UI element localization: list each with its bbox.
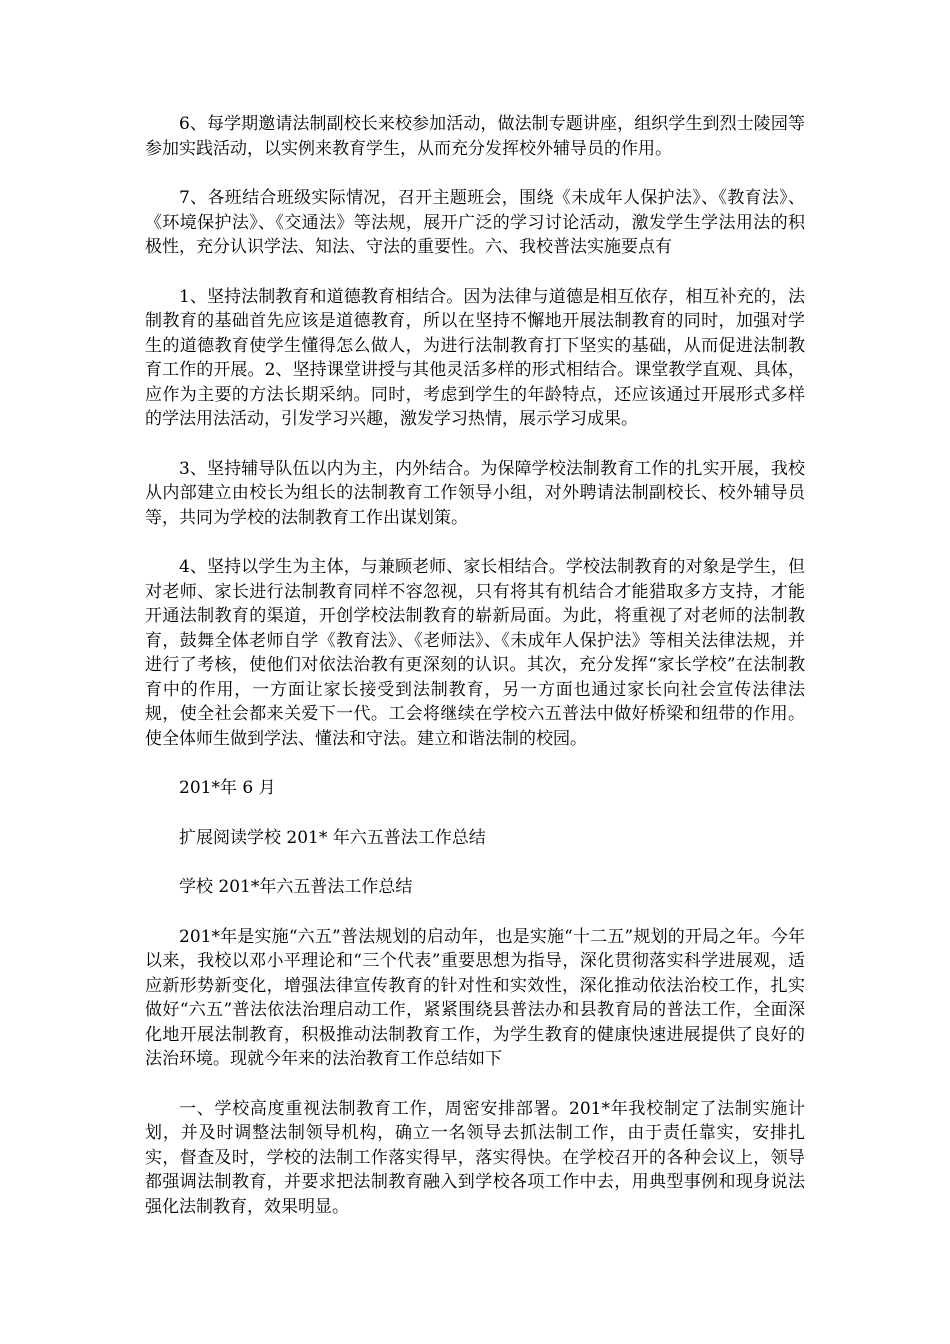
summary-title: 学校 201*年六五普法工作总结	[179, 877, 413, 897]
paragraph-point-3: 3、坚持辅导队伍以内为主，内外结合。为保障学校法制教育工作的扎实开展，我校从内部建立由校长为组长的法制教育工作领导小组，对外聘请法制副校长、校外辅导员等，共同为学校的法制教育工作出谋划策。	[145, 458, 805, 528]
paragraph-section-one: 一、学校高度重视法制教育工作，周密安排部署。201*年我校制定了法制实施计划，并及时调整法制领导机构，确立一名领导去抓法制工作，由于责任靠实，安排扎实，督查及时，学校的法制工作落实得早，落实得快。在学校召开的各种会议上，领导都强调法制教育，并要求把法制教育融入到学校各项工作中去，用典型事例和现身说法强化法制教育，效果明显。	[145, 1098, 805, 1217]
paragraph-item-6: 6、每学期邀请法制副校长来校参加活动，做法制专题讲座，组织学生到烈士陵园等参加实践活动，以实例来教育学生，从而充分发挥校外辅导员的作用。	[145, 114, 805, 159]
paragraph-item-7: 7、各班结合班级实际情况，召开主题班会，围绕《未成年人保护法》、《教育法》、《环境保护法》、《交通法》等法规，展开广泛的学习讨论活动，激发学生学法用法的积极性，充分认识学法、知法、守法的重要性。六、我校普法实施要点有	[145, 188, 805, 257]
paragraph-point-1-2: 1、坚持法制教育和道德教育相结合。因为法律与道德是相互依存，相互补充的，法制教育的基础首先应该是道德教育，所以在坚持不懈地开展法制教育的同时，加强对学生的道德教育使学生懂得怎么做人，为进行法制教育打下坚实的基础，从而促进法制教育工作的开展。2、坚持课堂讲授与其他灵活多样的形式相结合。课堂教学直观、具体，应作为主要的方法长期采纳。同时，考虑到学生的年龄特点，还应该通过开展形式多样的学法用法活动，引发学习兴趣，激发学习热情，展示学习成果。	[145, 286, 805, 429]
paragraph-point-4: 4、坚持以学生为主体，与兼顾老师、家长相结合。学校法制教育的对象是学生，但对老师、家长进行法制教育同样不容忽视，只有将其有机结合才能猎取多方支持，才能开通法制教育的渠道，开创学校法制教育的崭新局面。为此，将重视了对老师的法制教育，鼓舞全体老师自学《教育法》、《老师法》、《未成年人保护法》等相关法律法规，并进行了考核，使他们对依法治教有更深刻的认识。其次，充分发挥“家长学校”在法制教育中的作用，一方面让家长接受到法制教育，另一方面也通过家长向社会宣传法律法规，使全社会都来关爱下一代。工会将继续在学校六五普法中做好桥梁和纽带的作用。使全体师生做到学法、懂法和守法。建立和谐法制的校园。	[145, 557, 805, 749]
document-body	[145, 112, 805, 1244]
document-date: 201*年 6 月	[179, 778, 276, 798]
extended-reading-heading: 扩展阅读学校 201* 年六五普法工作总结	[179, 827, 486, 848]
paragraph-intro: 201*年是实施“六五”普法规划的启动年，也是实施“十二五”规划的开局之年。今年以来，我校以邓小平理论和“三个代表”重要思想为指导，深化贯彻落实科学进展观，适应新形势新变化，增强法律宣传教育的针对性和实效性，深化推动依法治校工作，扎实做好“六五”普法依法治理启动工作，紧紧围绕县普法办和县教育局的普法工作，全面深化地开展法制教育，积极推动法制教育工作，为学生教育的健康快速进展提供了良好的法治环境。现就今年来的法治教育工作总结如下	[145, 926, 805, 1069]
